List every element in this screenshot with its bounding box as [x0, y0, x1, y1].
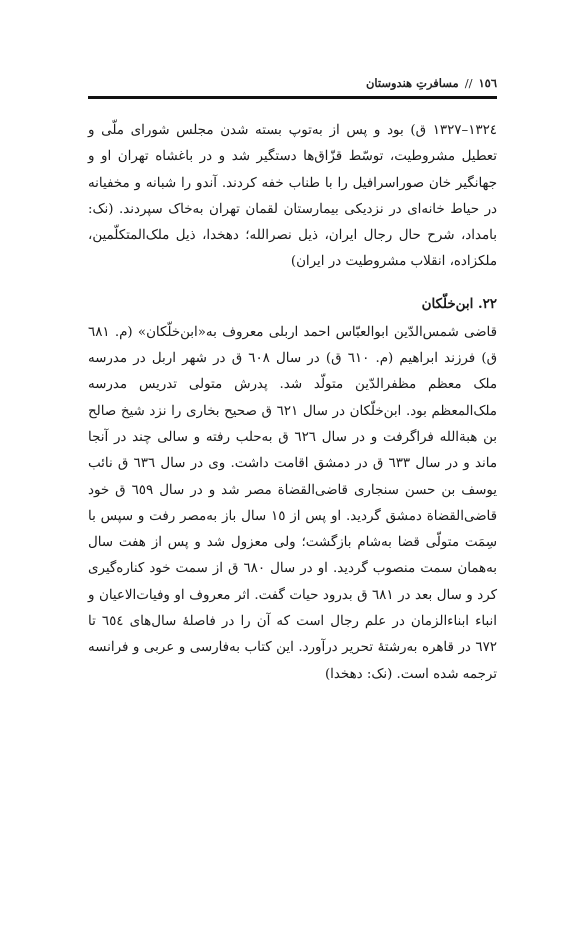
header-separator: // — [464, 76, 473, 90]
header-rule — [88, 96, 497, 99]
page-number: ١٥٦ — [478, 76, 497, 90]
body-text — [88, 118, 497, 688]
running-head — [88, 60, 497, 90]
entry-heading: ٢٢. ابن‌خلّکان — [421, 295, 497, 312]
entry-paragraph: قاضی شمس‌الدّین ابوالعبّاس احمد اربلی معروف به«ابن‌خلّکان» (م. ٦٨١ ق) فرزند ابراهیم (م. ٦١٠ ق) در سال ٦٠٨ ق در شهر اربل در مدرسه ملک معظم مظفرالدّین متولّد شد. پدرش متولی تدریس مدرسه ملک‌المعظم بود. ابن‌خلّکان در سال ٦٢١ ق صحیح بخاری را نزد شیخ صالح بن هبةالله فراگرفت و در سال ٦٢٦ ق به‌حلب رفته و سالی چند در آنجا ماند و در سال ٦٣٣ ق در دمشق اقامت داشت. وی در سال ٦٣٦ ق نائب یوسف بن حسن سنجاری قاضی‌القضاة مصر شد و در سال ٦٥٩ ق خود قاضی‌القضاة دمشق گردید. او پس از ١٥ سال باز به‌مصر رفت و سپس با سِمَت متولّی قضا به‌شام بازگشت؛ ولی معزول شد و پس از هفت سال به‌همان سمت منصوب گردید. او در سال ٦٨٠ ق از سمت خود کناره‌گیری کرد و سال بعد در ٦٨١ ق بدرود حیات گفت. اثر معروف او وفیات‌الاعیان و انباء ابناءالزمان در علم رجال است که آن را در فاصلهٔ سال‌های ٦٥٤ تا ٦٧٢ در قاهره به‌رشتهٔ تحریر درآورد. این کتاب به‌فارسی و عربی و فرانسه ترجمه شده است. (نک: دهخدا) — [88, 324, 498, 682]
continuation-paragraph: ١٣٢٤–١٣٢٧ ق) بود و پس از به‌توپ بسته شدن مجلس شورای ملّی و تعطیل مشروطیت، توسّط قزّاق‌ها دستگیر شد و در باغشاه تهران او و جهانگیر خان صوراسرافیل را با طناب خفه کردند. آندو را شبانه و مخفیانه در حیاط خانه‌ای در نزدیکی بیمارستان لقمان تهران به‌خاک سپردند. (نک: بامداد، شرح حال رجال ایران، ذیل نصرالله؛ دهخدا، ذیل ملک‌المتکلّمین، ملکزاده، انقلاب مشروطیت در ایران) — [88, 123, 497, 270]
book-title: مسافرتِ هندوستان — [365, 76, 459, 90]
